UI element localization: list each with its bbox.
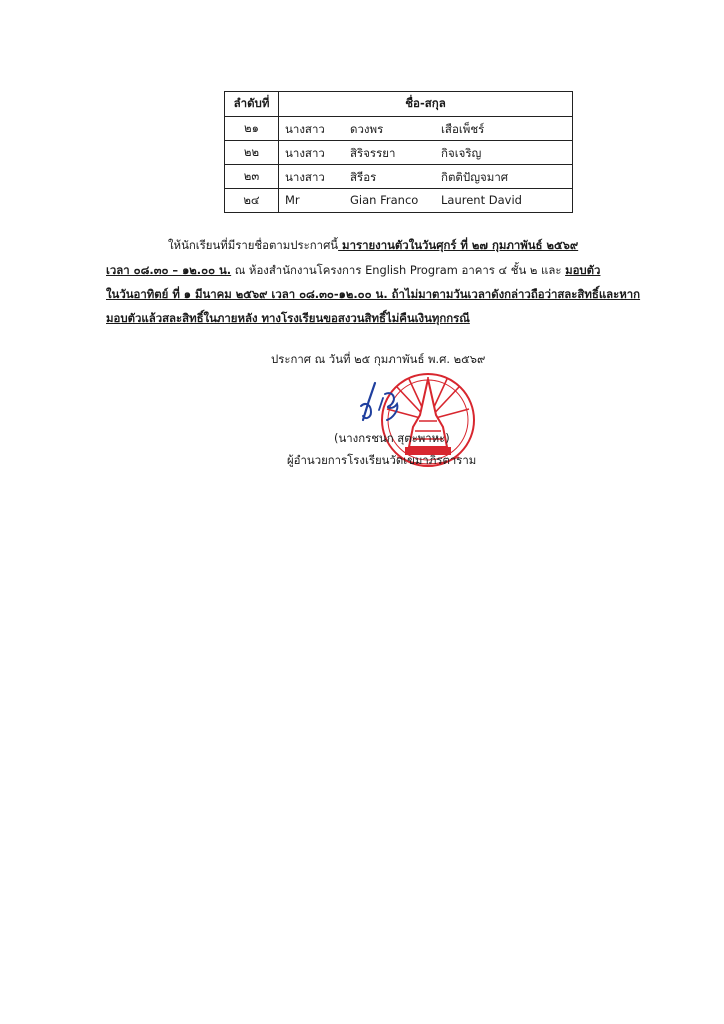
row-title: นางสาว: [285, 122, 325, 136]
row-title: Mr: [285, 193, 300, 207]
header-fullname: ชื่อ-สกุล: [279, 92, 573, 117]
signature-icon: [349, 380, 413, 424]
row-number: ๒๓: [225, 165, 279, 189]
table-row: [225, 117, 573, 141]
announce-date: ประกาศ ณ วันที่ ๒๕ กุมภาพันธ์ พ.ศ. ๒๕๖๙: [271, 352, 486, 366]
row-first-name: สิริจรรยา: [350, 146, 396, 160]
row-first-name: ดวงพร: [350, 122, 384, 136]
header-order: ลำดับที่: [225, 92, 279, 117]
row-title: นางสาว: [285, 170, 325, 184]
table-header-row: [225, 92, 573, 117]
table-row: [225, 141, 573, 165]
table-row: [225, 189, 573, 213]
enrollment-label: มอบตัว: [565, 263, 601, 277]
row-first-name: Gian Franco: [350, 193, 419, 207]
row-title: นางสาว: [285, 146, 325, 160]
row-number: ๒๒: [225, 141, 279, 165]
report-time-text: เวลา ๐๘.๓๐ – ๑๒.๐๐ น.: [106, 263, 232, 277]
row-last-name: กิตติปัญจมาศ: [441, 170, 509, 184]
row-number: ๒๑: [225, 117, 279, 141]
table-row: [225, 165, 573, 189]
row-name-cell: [279, 141, 573, 165]
row-last-name: Laurent David: [441, 193, 522, 207]
paragraph-line-1: [168, 237, 578, 255]
row-last-name: กิจเจริญ: [441, 146, 482, 160]
report-date-text: มารายงานตัวในวันศุกร์ ที่ ๒๗ กุมภาพันธ์ ๒๕๖๙: [338, 238, 579, 252]
row-name-cell: [279, 117, 573, 141]
signer-name: (นางกรชนก สุตะพาหะ): [334, 431, 450, 445]
row-last-name: เสือเพ็ชร์: [441, 122, 485, 136]
student-table: [224, 91, 573, 213]
row-number: ๒๔: [225, 189, 279, 213]
paragraph-intro-text: ให้นักเรียนที่มีรายชื่อตามประกาศนี้: [168, 238, 339, 252]
paragraph-line-3: ในวันอาทิตย์ ที่ ๑ มีนาคม ๒๕๖๙ เวลา ๐๘.๓๐-๑๒.๐๐ น. ถ้าไม่มาตามวันเวลาดังกล่าวถือว่าสละสิทธิ์และหาก: [106, 287, 641, 301]
row-first-name: สิรีอร: [350, 170, 377, 184]
paragraph-line-4: มอบตัวแล้วสละสิทธิ์ในภายหลัง ทางโรงเรียนขอสงวนสิทธิ์ไม่คืนเงินทุกกรณี: [106, 311, 470, 325]
row-name-cell: [279, 189, 573, 213]
location-text: ณ ห้องสำนักงานโครงการ English Program อาคาร ๔ ชั้น ๒ และ: [231, 263, 566, 277]
signer-position: ผู้อำนวยการโรงเรียนวัดเขมาภิรตาราม: [287, 453, 477, 467]
row-name-cell: [279, 165, 573, 189]
paragraph-line-2: [106, 262, 600, 280]
